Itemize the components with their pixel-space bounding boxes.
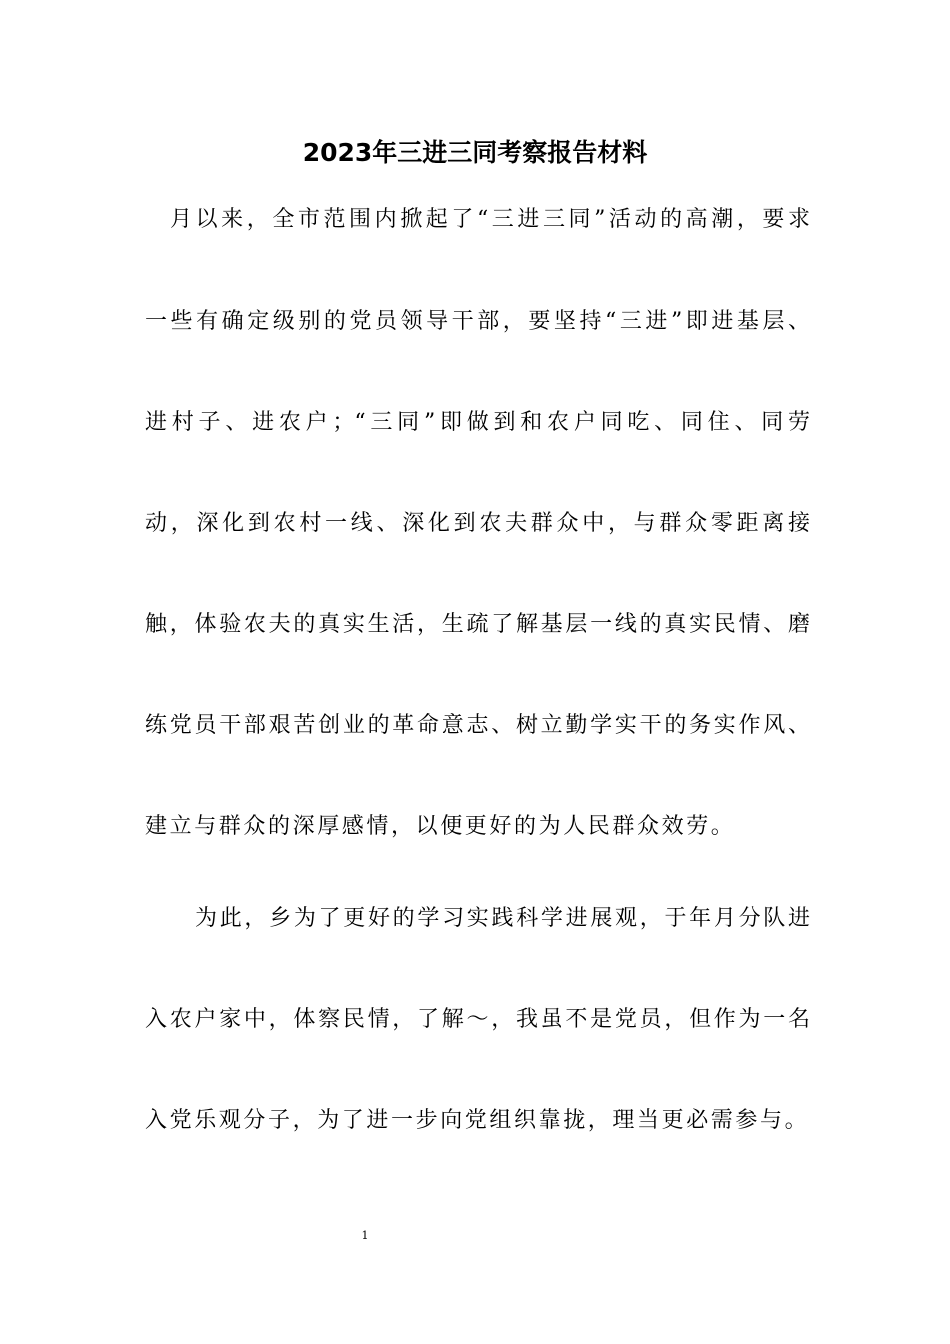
document-title: 2023年三进三同考察报告材料 <box>302 138 648 167</box>
paragraph-1-line-4: 动，深化到农村一线、深化到农夫群众中，与群众零距离接 <box>145 511 810 536</box>
paragraph-1-line-2: 一些有确定级别的党员领导干部，要坚持“三进”即进基层、 <box>145 309 810 334</box>
paragraph-2-line-3: 入党乐观分子，为了进一步向党组织靠拢，理当更必需参与。 <box>145 1108 810 1133</box>
paragraph-1-line-6: 练党员干部艰苦创业的革命意志、树立勤学实干的务实作风、 <box>145 713 810 738</box>
paragraph-1-line-1: 月以来，全市范围内掀起了“三进三同”活动的高潮，要求 <box>170 207 810 232</box>
paragraph-2-line-1: 为此，乡为了更好的学习实践科学进展观，于年月分队进 <box>195 906 810 931</box>
paragraph-1-line-5: 触，体验农夫的真实生活，生疏了解基层一线的真实民情、磨 <box>145 612 810 637</box>
paragraph-1-line-3: 进村子、进农户；“三同”即做到和农户同吃、同住、同劳 <box>145 410 810 435</box>
page-number: 1 <box>361 1229 369 1242</box>
paragraph-1-line-7: 建立与群众的深厚感情，以便更好的为人民群众效劳。 <box>145 814 736 839</box>
paragraph-2-line-2: 入农户家中，体察民情，了解～，我虽不是党员，但作为一名 <box>145 1007 810 1032</box>
